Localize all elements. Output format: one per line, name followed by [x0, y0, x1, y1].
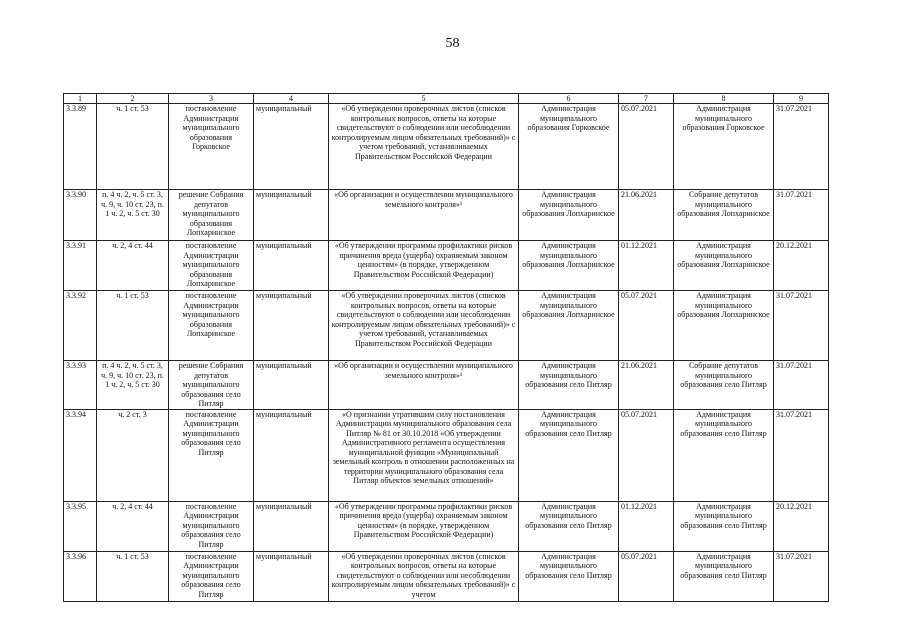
row-number: 3.3.93	[64, 361, 97, 410]
row-number: 3.3.90	[64, 190, 97, 241]
adoption-date: 05.07.2021	[619, 409, 674, 501]
regulations-table	[63, 93, 829, 602]
entry-date: 31.07.2021	[774, 104, 829, 190]
developer: Администрация муниципального образования Лопхаринское	[519, 190, 619, 241]
legal-article: ч. 2 ст. 3	[97, 409, 169, 501]
row-number: 3.3.91	[64, 241, 97, 291]
legal-article: ч. 1 ст. 53	[97, 104, 169, 190]
developer: Администрация муниципального образования село Питляр	[519, 361, 619, 410]
column-header: 7	[619, 94, 674, 104]
developer: Администрация муниципального образования село Питляр	[519, 551, 619, 601]
legal-article: ч. 1 ст. 53	[97, 291, 169, 361]
developer: Администрация муниципального образования село Питляр	[519, 501, 619, 551]
act-level: муниципальный	[254, 501, 329, 551]
column-header: 4	[254, 94, 329, 104]
act-level: муниципальный	[254, 241, 329, 291]
adoption-date: 01.12.2021	[619, 501, 674, 551]
act-title: «О признании утратившим силу постановления Администрации муниципального образования села Питляр № 81 от 30.10.2018 «Об утверждении Административного регламента осуществления муниципальной функции «Муниципальный земельный контроль в отношении расположенных на территории муниципального образования села Питляр объектов земельных отношений»	[329, 409, 519, 501]
adoption-date: 05.07.2021	[619, 104, 674, 190]
act-level: муниципальный	[254, 409, 329, 501]
developer: Администрация муниципального образования Лопхаринское	[519, 291, 619, 361]
legal-article: п. 4 ч. 2, ч. 5 ст. 3, ч. 9, ч. 10 ст. 23, п. 1 ч. 2, ч. 5 ст. 30	[97, 361, 169, 410]
row-number: 3.3.95	[64, 501, 97, 551]
legal-article: ч. 2, 4 ст. 44	[97, 501, 169, 551]
act-title: «Об организации и осуществлении муниципального земельного контроля»¹	[329, 190, 519, 241]
column-header: 8	[674, 94, 774, 104]
act-type: постановление Администрации муниципального образования село Питляр	[169, 409, 254, 501]
developer: Администрация муниципального образования Лопхаринское	[519, 241, 619, 291]
act-level: муниципальный	[254, 361, 329, 410]
column-header: 3	[169, 94, 254, 104]
table-row	[64, 291, 829, 361]
act-type: постановление Администрации муниципального образования село Питляр	[169, 501, 254, 551]
responsible-body: Администрация муниципального образования Лопхаринское	[674, 241, 774, 291]
responsible-body: Собрание депутатов муниципального образования село Питляр	[674, 361, 774, 410]
table-row	[64, 190, 829, 241]
act-title: «Об организации и осуществлении муниципального земельного контроля»¹	[329, 361, 519, 410]
act-type: решение Собрания депутатов муниципального образования село Питляр	[169, 361, 254, 410]
adoption-date: 21.06.2021	[619, 361, 674, 410]
act-title: «Об утверждении проверочных листов (списков контрольных вопросов, ответы на которые свидетельствуют о соблюдении или несоблюдении контролируемым лицом обязательных требований)» с учетом	[329, 551, 519, 601]
adoption-date: 21.06.2021	[619, 190, 674, 241]
act-title: «Об утверждении проверочных листов (списков контрольных вопросов, ответы на которые свидетельствуют о соблюдении или несоблюдении контролируемым лицом обязательных требований)» с учетом требований, устанавливаемых Правительством Российской Федерации	[329, 104, 519, 190]
developer: Администрация муниципального образования Горковское	[519, 104, 619, 190]
table-header-row	[64, 94, 829, 104]
entry-date: 20.12.2021	[774, 241, 829, 291]
column-header: 1	[64, 94, 97, 104]
responsible-body: Собрание депутатов муниципального образования Лопхаринское	[674, 190, 774, 241]
row-number: 3.3.94	[64, 409, 97, 501]
responsible-body: Администрация муниципального образования село Питляр	[674, 551, 774, 601]
act-level: муниципальный	[254, 551, 329, 601]
column-header: 9	[774, 94, 829, 104]
column-header: 2	[97, 94, 169, 104]
act-type: постановление Администрации муниципального образования село Питляр	[169, 551, 254, 601]
legal-article: п. 4 ч. 2, ч. 5 ст. 3, ч. 9, ч. 10 ст. 23, п. 1 ч. 2, ч. 5 ст. 30	[97, 190, 169, 241]
act-type: постановление Администрации муниципального образования Лопхаринское	[169, 241, 254, 291]
act-type: постановление Администрации муниципального образования Лопхаринское	[169, 291, 254, 361]
act-title: «Об утверждении проверочных листов (списков контрольных вопросов, ответы на которые свидетельствуют о соблюдении или несоблюдении контролируемым лицом обязательных требований)» с учетом требований, устанавливаемых Правительством Российской Федерации	[329, 291, 519, 361]
act-level: муниципальный	[254, 291, 329, 361]
act-title: «Об утверждении программы профилактики рисков причинения вреда (ущерба) охраняемым законом ценностям» (в порядке, утвержденном Правительством Российской Федерации)	[329, 501, 519, 551]
entry-date: 20.12.2021	[774, 501, 829, 551]
act-type: постановление Администрации муниципального образования Горковское	[169, 104, 254, 190]
entry-date: 31.07.2021	[774, 291, 829, 361]
table-row	[64, 361, 829, 410]
act-title: «Об утверждении программы профилактики рисков причинения вреда (ущерба) охраняемым законом ценностям» (в порядке, утвержденном Правительством Российской Федерации)	[329, 241, 519, 291]
act-level: муниципальный	[254, 190, 329, 241]
row-number: 3.3.92	[64, 291, 97, 361]
developer: Администрация муниципального образования село Питляр	[519, 409, 619, 501]
responsible-body: Администрация муниципального образования село Питляр	[674, 409, 774, 501]
page-number: 58	[445, 36, 460, 51]
act-level: муниципальный	[254, 104, 329, 190]
table-row	[64, 551, 829, 601]
row-number: 3.3.96	[64, 551, 97, 601]
act-type: решение Собрания депутатов муниципального образования Лопхаринское	[169, 190, 254, 241]
responsible-body: Администрация муниципального образования Горковское	[674, 104, 774, 190]
responsible-body: Администрация муниципального образования Лопхаринское	[674, 291, 774, 361]
row-number: 3.3.89	[64, 104, 97, 190]
adoption-date: 05.07.2021	[619, 291, 674, 361]
table-row	[64, 501, 829, 551]
legal-article: ч. 2, 4 ст. 44	[97, 241, 169, 291]
entry-date: 31.07.2021	[774, 409, 829, 501]
adoption-date: 01.12.2021	[619, 241, 674, 291]
legal-article: ч. 1 ст. 53	[97, 551, 169, 601]
entry-date: 31.07.2021	[774, 190, 829, 241]
adoption-date: 05.07.2021	[619, 551, 674, 601]
responsible-body: Администрация муниципального образования село Питляр	[674, 501, 774, 551]
table-row	[64, 241, 829, 291]
column-header: 5	[329, 94, 519, 104]
table-row	[64, 409, 829, 501]
column-header: 6	[519, 94, 619, 104]
table-row	[64, 104, 829, 190]
entry-date: 31.07.2021	[774, 361, 829, 410]
entry-date: 31.07.2021	[774, 551, 829, 601]
